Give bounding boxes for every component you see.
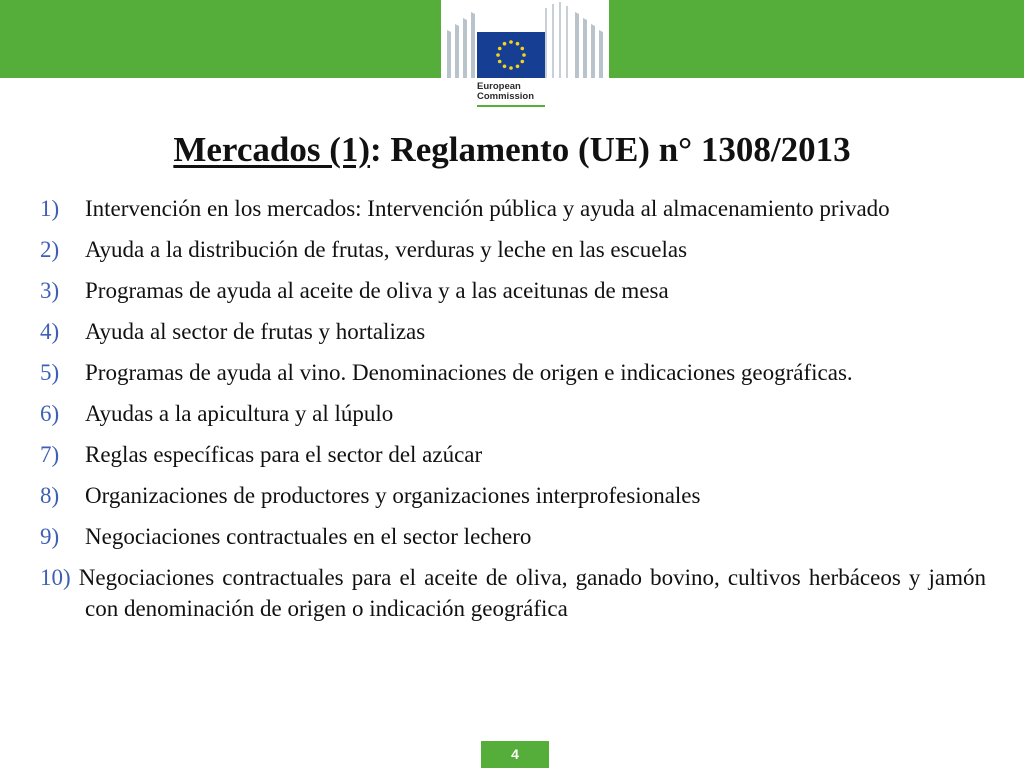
list-item-text: Reglas específicas para el sector del azúcar	[85, 442, 483, 467]
list-item-number: 1)	[40, 196, 60, 221]
list-item-number: 8)	[40, 483, 60, 508]
title-rest: : Reglamento (UE) n° 1308/2013	[370, 130, 851, 169]
page-number: 4	[481, 741, 549, 768]
list-item-number: 3)	[40, 278, 60, 303]
list-item-number: 7)	[40, 442, 60, 467]
list-item-text: Programas de ayuda al aceite de oliva y a las aceitunas de mesa	[85, 278, 669, 303]
list-item-number: 10)	[40, 565, 71, 590]
slide-title	[0, 130, 1024, 170]
logo-line2: Commission	[477, 91, 535, 102]
list-item	[40, 521, 986, 552]
list-item	[40, 275, 986, 306]
list-item-text: Negociaciones contractuales en el sector lechero	[85, 524, 532, 549]
list-item-number: 5)	[40, 360, 60, 385]
logo-divider	[441, 0, 609, 112]
list-item-text: Ayudas a la apicultura y al lúpulo	[85, 401, 394, 426]
list-item-number: 6)	[40, 401, 60, 426]
list-item-text: Negociaciones contractuales para el aceite de oliva, ganado bovino, cultivos herbáceos y jamón con denominación de origen o indicación geográfica	[78, 565, 987, 621]
logo-line1: European	[477, 81, 521, 92]
list-item	[40, 439, 986, 470]
list-item-number: 2)	[40, 237, 60, 262]
title-underlined: Mercados (1)	[173, 130, 371, 169]
list-item	[40, 480, 986, 511]
list-item-text: Ayuda al sector de frutas y hortalizas	[85, 319, 426, 344]
list-item-text: Programas de ayuda al vino. Denominaciones de origen e indicaciones geográficas.	[85, 360, 853, 385]
list-item-text: Intervención en los mercados: Intervención pública y ayuda al almacenamiento privado	[85, 196, 890, 221]
list-item	[40, 234, 986, 265]
list-item	[40, 398, 986, 429]
european-commission-logo	[441, 0, 609, 112]
list-item-text: Ayuda a la distribución de frutas, verduras y leche en las escuelas	[85, 237, 688, 262]
list-item	[40, 316, 986, 347]
list-item-number: 9)	[40, 524, 60, 549]
list-item-number: 4)	[40, 319, 60, 344]
list-item	[40, 193, 986, 224]
list-item-text: Organizaciones de productores y organizaciones interprofesionales	[85, 483, 701, 508]
list-item	[40, 562, 986, 624]
measures-list	[40, 193, 986, 634]
list-item	[40, 357, 986, 388]
